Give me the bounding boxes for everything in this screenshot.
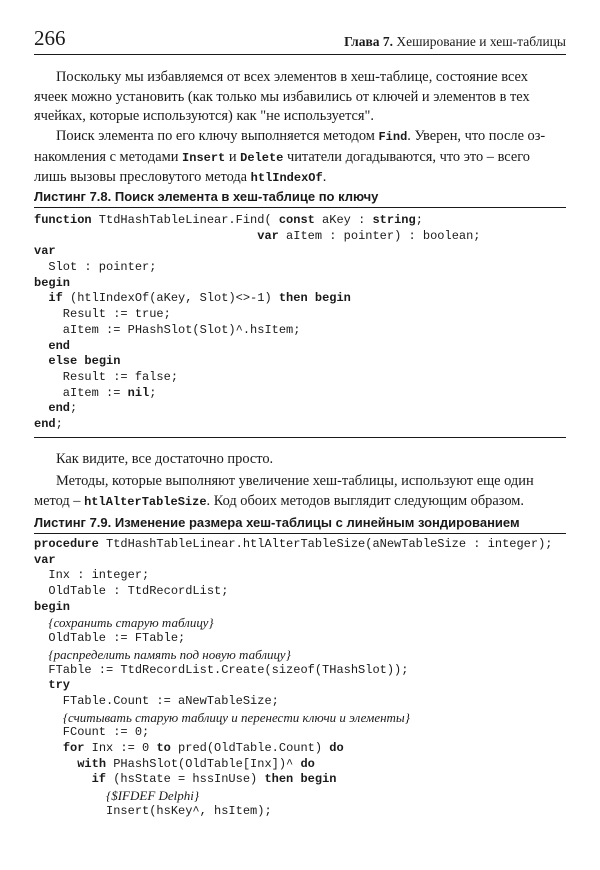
code-keyword: var xyxy=(34,244,56,259)
code-text: OldTable : TtdRecordList; xyxy=(34,584,229,599)
code-keyword: do xyxy=(329,740,344,755)
code-line xyxy=(34,401,566,417)
chapter-title: Хеширование и хеш-таблицы xyxy=(396,34,566,49)
page-number: 266 xyxy=(34,26,66,50)
code-text xyxy=(34,741,63,755)
code-line xyxy=(34,339,566,355)
code-text: aItem : pointer) : boolean; xyxy=(278,228,481,243)
code-keyword: procedure xyxy=(34,537,99,551)
code-line xyxy=(34,276,566,292)
code-line xyxy=(34,710,566,726)
code-text: pred(OldTable.Count) xyxy=(170,740,330,755)
code-line xyxy=(34,615,566,631)
code-line xyxy=(34,244,566,260)
code-keyword: const xyxy=(278,213,315,227)
text-run: читатели догадываются, что это – всего xyxy=(283,148,530,165)
code-text: Inx := 0 xyxy=(84,740,157,755)
code-text: Result := false; xyxy=(34,369,179,384)
inline-code: Insert xyxy=(182,150,226,165)
text-line xyxy=(34,492,566,513)
code-keyword: for xyxy=(62,740,85,755)
text-line xyxy=(34,168,566,189)
code-text xyxy=(34,678,48,692)
code-line xyxy=(34,788,566,804)
code-text xyxy=(34,291,48,305)
code-text xyxy=(34,401,48,415)
code-line xyxy=(34,678,566,694)
code-keyword: begin xyxy=(34,275,71,290)
code-text: aKey : xyxy=(314,213,373,227)
code-text: Slot : pointer; xyxy=(34,260,157,275)
inline-code: htlAlterTableSize xyxy=(84,494,207,509)
code-text: ; xyxy=(415,213,423,227)
code-text: TtdHashTableLinear.Find( xyxy=(91,213,279,227)
code-text xyxy=(34,617,48,631)
listing-7-9-code xyxy=(34,537,566,819)
page-header xyxy=(34,28,566,55)
code-keyword: else begin xyxy=(48,354,121,369)
listing-7-9-caption: Листинг 7.9. Изменение размера хеш-таблицы с линейным зондированием xyxy=(34,514,566,534)
code-text: aItem := xyxy=(34,385,128,400)
code-keyword: then begin xyxy=(264,772,337,787)
code-keyword: with xyxy=(77,756,107,771)
text-run: . Уверен, что после оз- xyxy=(407,128,546,144)
code-line xyxy=(34,757,566,773)
code-line xyxy=(34,584,566,600)
code-text: FTable := TtdRecordList.Create(sizeof(THashSlot)); xyxy=(34,662,409,677)
code-line xyxy=(34,568,566,584)
code-text: ; xyxy=(70,401,78,416)
code-keyword: end xyxy=(48,401,71,416)
listing-7-8-code xyxy=(34,213,566,433)
code-line xyxy=(34,370,566,386)
inline-code: Delete xyxy=(240,150,284,165)
code-text xyxy=(34,339,48,353)
code-text: Inx : integer; xyxy=(34,568,150,583)
code-keyword: end xyxy=(34,416,56,431)
code-comment: {считывать старую таблицу и перенести ключи и элементы} xyxy=(62,709,410,725)
code-keyword: to xyxy=(156,740,171,755)
code-text: TtdHashTableLinear.htlAlterTableSize(aNewTableSize : integer); xyxy=(98,537,553,551)
code-text: (htlIndexOf(aKey, Slot)<>-1) xyxy=(62,291,279,306)
running-head xyxy=(344,34,566,50)
text-line: ячеек можно установить (как только мы избавились от ключей и элементов в тех xyxy=(34,88,530,105)
code-text xyxy=(34,757,77,771)
code-keyword: if xyxy=(91,772,107,787)
code-text: Result := true; xyxy=(34,307,171,322)
listing-7-8-end-rule xyxy=(34,437,566,438)
code-line xyxy=(34,307,566,323)
code-text xyxy=(34,790,106,804)
code-keyword: function xyxy=(34,213,92,227)
text-run: лишь вызовы пресловутого метода xyxy=(34,169,251,185)
code-line xyxy=(34,537,566,553)
inline-code: htlIndexOf xyxy=(250,171,323,185)
code-line xyxy=(34,647,566,663)
code-text xyxy=(34,712,63,726)
paragraph-1 xyxy=(34,68,566,127)
code-comment: {сохранить старую таблицу} xyxy=(48,615,214,631)
paragraph-3 xyxy=(34,450,566,470)
code-line xyxy=(34,213,566,229)
code-text: FTable.Count := aNewTableSize; xyxy=(34,693,279,708)
code-text: ; xyxy=(55,416,63,431)
code-text: PHashSlot(OldTable[Inx])^ xyxy=(106,756,301,771)
code-text: (hsState = hssInUse) xyxy=(106,772,265,787)
inline-code: Find xyxy=(378,130,408,144)
code-keyword: if xyxy=(48,291,63,306)
code-line xyxy=(34,260,566,276)
code-line xyxy=(34,600,566,616)
code-text xyxy=(34,772,92,786)
code-line xyxy=(34,725,566,741)
code-line xyxy=(34,291,566,307)
text-run: . Код обоих методов выглядит следующим образом. xyxy=(206,492,524,509)
code-text: OldTable := FTable; xyxy=(34,631,186,646)
code-line xyxy=(34,741,566,757)
code-keyword: do xyxy=(300,756,315,771)
code-line xyxy=(34,772,566,788)
code-text: ; xyxy=(149,385,157,400)
code-line xyxy=(34,553,566,569)
code-line xyxy=(34,417,566,433)
text-line: ячейках, которые используются) как "не используется". xyxy=(34,108,375,124)
code-text: FCount := 0; xyxy=(34,725,150,740)
code-keyword: nil xyxy=(127,385,150,400)
code-keyword: begin xyxy=(34,599,71,614)
text-run: . xyxy=(322,169,327,185)
paragraph-2 xyxy=(34,127,566,189)
code-keyword: string xyxy=(372,213,416,227)
code-line xyxy=(34,631,566,647)
code-line xyxy=(34,663,566,679)
code-keyword: var xyxy=(257,228,279,243)
code-line xyxy=(34,354,566,370)
listing-7-8-caption: Листинг 7.8. Поиск элемента в хеш-таблице по ключу xyxy=(34,188,566,208)
text-run: накомления с методами xyxy=(34,148,183,165)
text-run: Поиск элемента по его ключу выполняется методом xyxy=(56,128,379,144)
code-comment: {распределить память под новую таблицу} xyxy=(48,646,291,662)
code-comment: {$IFDEF Delphi} xyxy=(106,788,200,803)
code-text: aItem := PHashSlot(Slot)^.hsItem; xyxy=(34,322,301,337)
text-line xyxy=(34,148,566,169)
code-line xyxy=(34,229,566,245)
code-line xyxy=(34,386,566,402)
text-line: Поскольку мы избавляемся от всех элементов в хеш-таблице, состояние всех xyxy=(56,69,528,85)
code-keyword: try xyxy=(48,678,71,693)
code-text xyxy=(34,649,48,663)
chapter-label: Глава 7. xyxy=(344,34,394,49)
paragraph-4 xyxy=(34,472,566,512)
code-keyword: end xyxy=(48,338,71,353)
text-run: и xyxy=(225,148,241,165)
code-keyword: var xyxy=(34,552,56,567)
code-line xyxy=(34,694,566,710)
code-line xyxy=(34,804,566,820)
text-line: Методы, которые выполняют увеличение хеш-таблицы, используют еще один xyxy=(56,473,534,489)
text-line: Как видите, все достаточно просто. xyxy=(56,451,274,467)
code-line xyxy=(34,323,566,339)
text-line xyxy=(34,127,566,148)
code-keyword: then begin xyxy=(278,291,351,306)
code-text: Insert(hsKey^, hsItem); xyxy=(34,803,272,818)
code-text xyxy=(34,229,257,243)
text-run: метод – xyxy=(34,492,85,509)
code-text xyxy=(34,354,48,368)
